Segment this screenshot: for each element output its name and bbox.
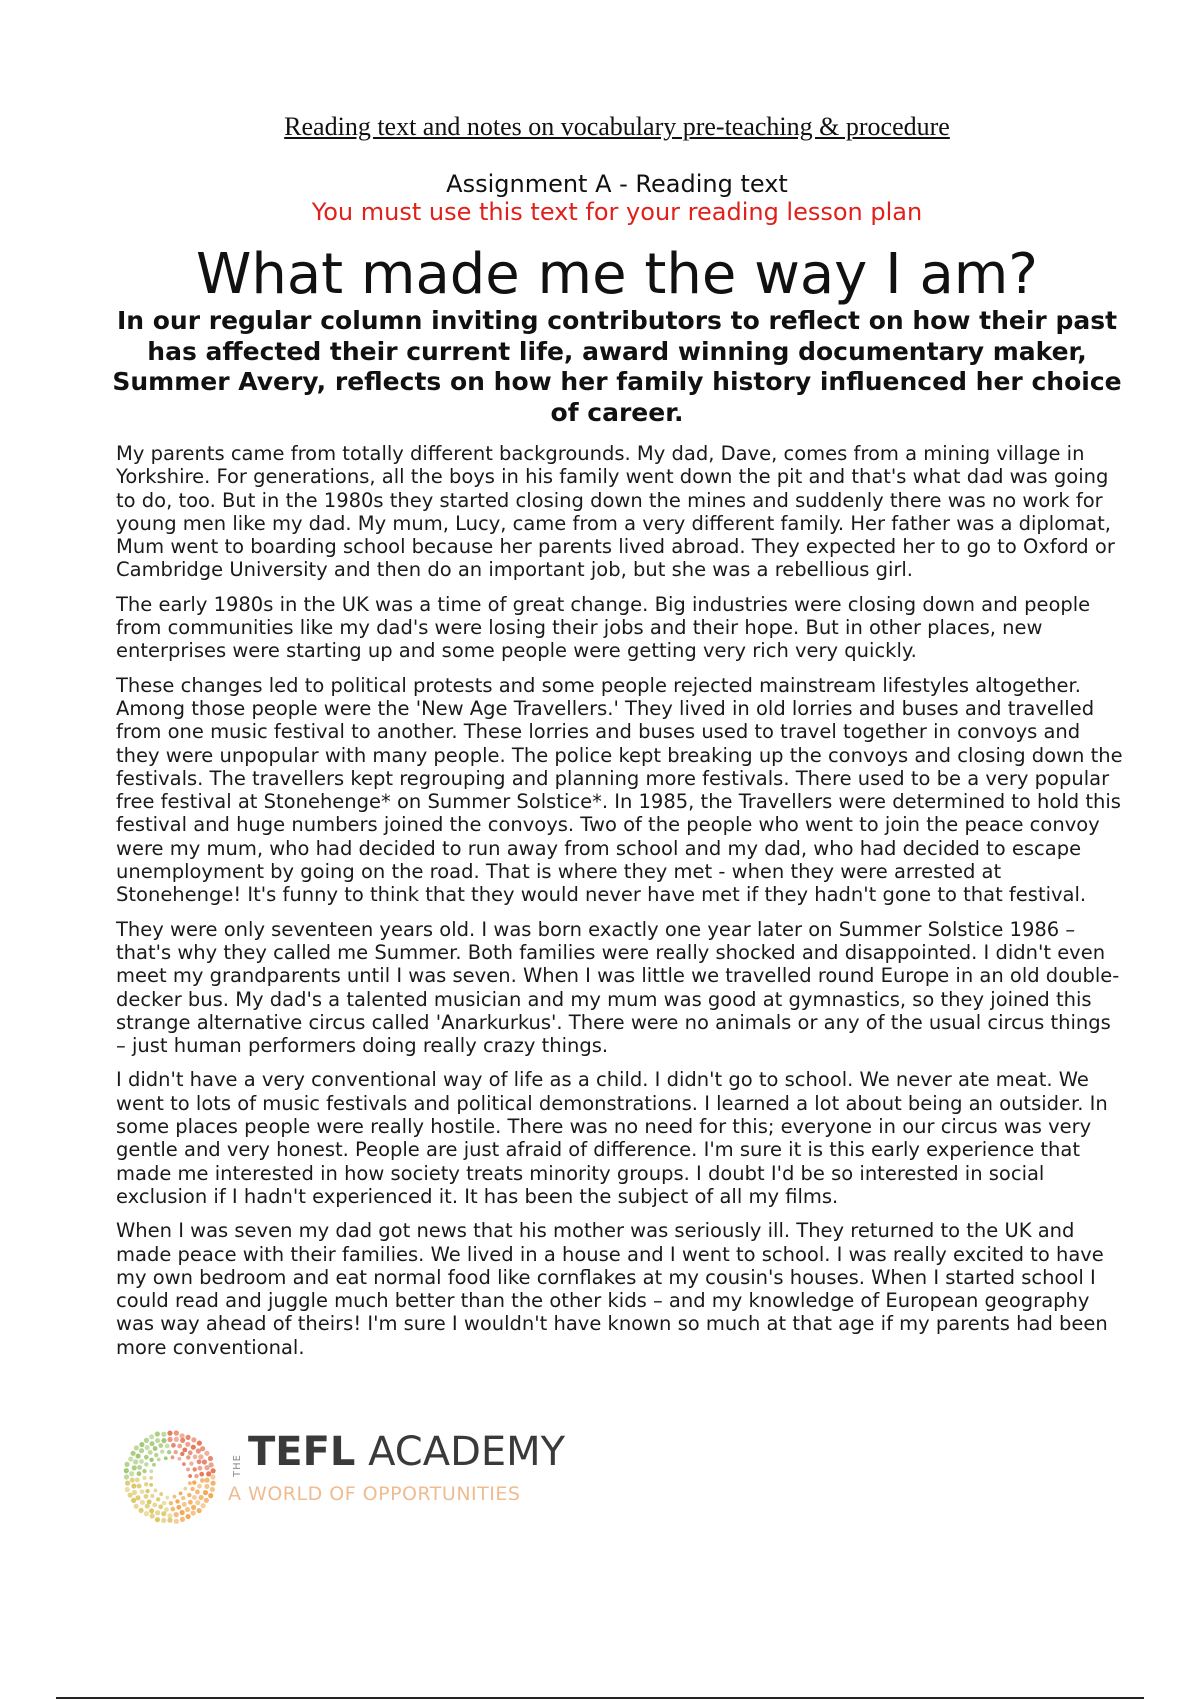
logo-dot bbox=[174, 1512, 179, 1517]
logo-dot bbox=[188, 1500, 193, 1505]
logo-dot bbox=[154, 1453, 158, 1457]
logo-dot bbox=[137, 1484, 142, 1489]
logo-dot bbox=[144, 1494, 149, 1499]
logo-dot bbox=[167, 1518, 172, 1523]
logo-dot bbox=[158, 1443, 163, 1448]
logo-dot bbox=[179, 1492, 183, 1496]
logo-dot bbox=[193, 1467, 197, 1471]
assignment-label: Assignment A - Reading text bbox=[446, 170, 788, 198]
logo-dot bbox=[155, 1510, 160, 1515]
logo-dot bbox=[188, 1450, 193, 1455]
logo-dot bbox=[149, 1476, 153, 1480]
logo-dot bbox=[194, 1474, 198, 1478]
logo-dot bbox=[136, 1453, 141, 1458]
logo-dot bbox=[165, 1496, 169, 1500]
logo-dot bbox=[180, 1517, 185, 1522]
logo-dot bbox=[171, 1455, 175, 1459]
logo-dot bbox=[161, 1438, 166, 1443]
logo-dot bbox=[154, 1489, 158, 1493]
logo-dot bbox=[185, 1435, 190, 1440]
logo-dot bbox=[210, 1468, 215, 1473]
logo-dot bbox=[181, 1496, 185, 1500]
logo-dot bbox=[173, 1495, 177, 1499]
logo-dot bbox=[128, 1456, 133, 1461]
logo-dot bbox=[156, 1497, 160, 1501]
logo-dot bbox=[161, 1511, 166, 1516]
logo-dot bbox=[203, 1490, 208, 1495]
logo-dot bbox=[131, 1483, 136, 1488]
logo-dot bbox=[176, 1505, 181, 1510]
logo-dot bbox=[204, 1498, 209, 1503]
logo-dot bbox=[185, 1507, 190, 1512]
logo-dot bbox=[165, 1444, 170, 1449]
logo-dot bbox=[197, 1441, 202, 1446]
logo-dot bbox=[134, 1504, 139, 1509]
logo-dot bbox=[160, 1449, 164, 1453]
logo-dot bbox=[137, 1471, 142, 1476]
logo-dot bbox=[149, 1434, 154, 1439]
logo-dot bbox=[159, 1492, 163, 1496]
logo-dot bbox=[125, 1481, 130, 1486]
logo-dot bbox=[149, 1458, 153, 1462]
footer-divider bbox=[56, 1697, 1144, 1699]
logo-dot bbox=[185, 1442, 190, 1447]
logo-dot bbox=[144, 1482, 148, 1486]
logo-dot bbox=[186, 1468, 190, 1472]
logo-dot bbox=[201, 1503, 206, 1508]
logo-dot bbox=[132, 1465, 137, 1470]
logo-dot bbox=[157, 1458, 161, 1462]
logo-dot bbox=[180, 1438, 185, 1443]
logo-dot bbox=[206, 1471, 211, 1476]
logo-dot bbox=[171, 1443, 176, 1448]
logo-name bbox=[248, 1429, 565, 1475]
logo-dot bbox=[210, 1474, 215, 1479]
logo-dot bbox=[187, 1493, 191, 1497]
logo-dot bbox=[158, 1504, 163, 1509]
logo-dot bbox=[148, 1450, 153, 1455]
logo-the-text: THE bbox=[232, 1454, 243, 1477]
logo-dot bbox=[124, 1474, 129, 1479]
logo-dot bbox=[208, 1456, 213, 1461]
logo-dot bbox=[210, 1481, 215, 1486]
logo-dot bbox=[190, 1487, 194, 1491]
logo-dot bbox=[180, 1452, 184, 1456]
logo-dot bbox=[204, 1484, 209, 1489]
logo-dot bbox=[135, 1478, 140, 1483]
logo-dot bbox=[130, 1477, 135, 1482]
article-paragraph: I didn't have a very conventional way of life as a child. I didn't go to school. We never ate meat. We went to lots of music festivals and political demonstrations. I learned a lot about being an outsider. In some places people were really hostile. There was no need for this; everyone in our circus was very gentle and very honest. People are just afraid of difference. I'm sure it is this early experience that made me interested in how society treats minority groups. I doubt I'd be so interested in social exclusion if I hadn't experienced it. It has been the subject of all my films. bbox=[116, 1068, 1108, 1208]
logo-dot bbox=[142, 1476, 146, 1480]
logo-dot bbox=[164, 1456, 168, 1460]
logo-name-first: TEFL bbox=[248, 1429, 356, 1475]
logo-dot bbox=[204, 1478, 209, 1483]
logo-dot bbox=[188, 1481, 192, 1485]
logo-dot bbox=[189, 1461, 193, 1465]
logo-dot bbox=[197, 1459, 202, 1464]
logo-dot bbox=[149, 1508, 154, 1513]
logo-dot bbox=[182, 1447, 187, 1452]
logo-dot bbox=[144, 1462, 148, 1466]
logo-dot bbox=[125, 1487, 130, 1492]
logo-dot bbox=[138, 1508, 143, 1513]
logo-dot bbox=[129, 1471, 134, 1476]
logo-dot bbox=[199, 1495, 204, 1500]
tefl-academy-logo bbox=[120, 1427, 566, 1527]
article-body bbox=[116, 442, 1126, 1370]
logo-dot bbox=[164, 1507, 169, 1512]
logo-dot bbox=[139, 1448, 144, 1453]
logo-dot bbox=[174, 1430, 179, 1435]
logo-dot bbox=[140, 1500, 145, 1505]
logo-dot bbox=[182, 1502, 187, 1507]
logo-dot bbox=[139, 1459, 144, 1464]
logo-dot bbox=[155, 1438, 160, 1443]
logo-dot bbox=[195, 1500, 200, 1505]
logo-dot bbox=[139, 1442, 144, 1447]
logo-dot bbox=[144, 1455, 149, 1460]
logo-dot bbox=[152, 1463, 156, 1467]
logo-dot bbox=[169, 1501, 173, 1505]
logo-dot bbox=[198, 1466, 203, 1471]
logo-dot bbox=[191, 1505, 196, 1510]
logo-dot bbox=[144, 1438, 149, 1443]
logo-dot bbox=[131, 1451, 136, 1456]
logo-dot bbox=[145, 1445, 150, 1450]
logo-dot bbox=[162, 1501, 166, 1505]
logo-dot bbox=[188, 1474, 192, 1478]
logo-dot bbox=[182, 1462, 186, 1466]
logo-dot bbox=[185, 1514, 190, 1519]
logo-dot bbox=[145, 1489, 149, 1493]
logo-dot bbox=[167, 1431, 172, 1436]
logo-dot bbox=[193, 1454, 198, 1459]
logo-dot bbox=[142, 1469, 146, 1473]
logo-dot bbox=[149, 1483, 153, 1487]
logo-dot bbox=[135, 1495, 140, 1500]
logo-dot bbox=[177, 1444, 182, 1449]
document-heading: Reading text and notes on vocabulary pre-teaching & procedure bbox=[284, 112, 950, 141]
logo-dot bbox=[180, 1510, 185, 1515]
article-paragraph: My parents came from totally different backgrounds. My dad, Dave, comes from a mining village in Yorkshire. For generations, all the boys in his family went down the pit and that's what dad was going to do, too. But in the 1980s they started closing down the mines and suddenly there was no work for young men like my dad. My mum, Lucy, came from a very different family. Her father was a diplomat, Mum went to boarding school because her parents lived abroad. They expected her to go to Oxford or Cambridge University and then do an important job, but she was a rebellious girl. bbox=[116, 442, 1115, 582]
logo-dot bbox=[128, 1493, 133, 1498]
logo-dot bbox=[174, 1450, 178, 1454]
logo-dot bbox=[191, 1445, 196, 1450]
logo-dot bbox=[174, 1437, 179, 1442]
instruction-note: You must use this text for your reading lesson plan bbox=[311, 198, 923, 226]
logo-dot bbox=[191, 1437, 196, 1442]
logo-dot bbox=[170, 1507, 175, 1512]
logo-dot bbox=[179, 1433, 184, 1438]
article-standfirst: In our regular column inviting contributors to reflect on how their past has affected their current life, award winning documentary maker, Summer Avery, reflects on how her family history influenced her choice of career. bbox=[112, 306, 1122, 427]
logo-dot bbox=[167, 1513, 172, 1518]
logo-tagline: A WORLD OF OPPORTUNITIES bbox=[228, 1483, 521, 1505]
dotted-ring-logo-icon bbox=[120, 1427, 220, 1527]
logo-name-second: ACADEMY bbox=[355, 1429, 566, 1475]
logo-dot bbox=[192, 1495, 197, 1500]
logo-dot bbox=[175, 1499, 179, 1503]
logo-dot bbox=[161, 1518, 166, 1523]
logo-dot bbox=[210, 1487, 215, 1492]
logo-dot bbox=[124, 1468, 129, 1473]
logo-dot bbox=[204, 1451, 209, 1456]
logo-dot bbox=[191, 1510, 196, 1515]
logo-dot bbox=[140, 1489, 145, 1494]
logo-dot bbox=[196, 1448, 201, 1453]
logo-dot bbox=[197, 1508, 202, 1513]
article-title: What made me the way I am? bbox=[195, 242, 1039, 307]
logo-dot bbox=[124, 1462, 129, 1467]
logo-dot bbox=[177, 1457, 181, 1461]
logo-dot bbox=[174, 1519, 179, 1524]
logo-dot bbox=[202, 1459, 207, 1464]
logo-dot bbox=[137, 1465, 142, 1470]
logo-dot bbox=[150, 1513, 155, 1518]
logo-dot bbox=[198, 1454, 203, 1459]
logo-dot bbox=[152, 1503, 157, 1508]
logo-dot bbox=[186, 1455, 190, 1459]
logo-dot bbox=[183, 1487, 187, 1491]
logo-dot bbox=[149, 1441, 154, 1446]
logo-dot bbox=[208, 1493, 213, 1498]
logo-dot bbox=[161, 1432, 166, 1437]
article-paragraph: These changes led to political protests and some people rejected mainstream lifestyles altogether. Among those people were the 'New Age Travellers.' They lived in old lorries and buses and travelled from one music festival to another. These lorries and buses used to travel together in convoys and they were unpopular with many people. The police kept breaking up the convoys and closing down the festivals. The travellers kept regrouping and planning more festivals. There used to be a very popular free festival at Stonehenge* on Summer Solstice*. In 1985, the Travellers were determined to hold this festival and huge numbers joined the convoys. Two of the people who went to join the peace convoy were my mum, who had decided to run away from school and my dad, who had decided to escape unemployment by going on the road. That is where they met - when they were arrested at Stonehenge! It's funny to think that they would never have met if they hadn't gone to that festival. bbox=[116, 673, 1123, 907]
article-paragraph: When I was seven my dad got news that his mother was seriously ill. They returned to the UK and made peace with their families. We lived in a house and I went to school. I was really excited to have my own bedroom and eat normal food like cornflakes at my cousin's houses. When I started school I could read and juggle much better than the other kids – and my knowledge of European geography was way ahead of theirs! I'm sure I wouldn't have known so much at that age if my parents had been more conventional. bbox=[116, 1219, 1108, 1359]
logo-dot bbox=[132, 1490, 137, 1495]
logo-dot bbox=[155, 1431, 160, 1436]
logo-dot bbox=[147, 1500, 152, 1505]
logo-dot bbox=[195, 1490, 200, 1495]
logo-dot bbox=[167, 1450, 171, 1454]
logo-dot bbox=[192, 1480, 196, 1484]
logo-dot bbox=[167, 1437, 172, 1442]
logo-dot bbox=[134, 1445, 139, 1450]
logo-dot bbox=[200, 1478, 205, 1483]
logo-dot bbox=[153, 1446, 158, 1451]
logo-dot bbox=[197, 1484, 202, 1489]
article-paragraph: They were only seventeen years old. I was born exactly one year later on Summer Solstice 1986 – that's why they called me Summer. Both families were really shocked and disappointed. I didn't even meet my grandparents until I was seven. When I was little we travelled round Europe in an old double-decker bus. My dad's a talented musician and my mum was good at gymnastics, so they joined this strange alternative circus called 'Anarkurkus'. There were no animals or any of the usual circus things – just human performers doing really crazy things. bbox=[116, 917, 1120, 1058]
logo-dot bbox=[204, 1465, 209, 1470]
logo-dot bbox=[131, 1498, 136, 1503]
article-paragraph: The early 1980s in the UK was a time of great change. Big industries were closing down and people from communities like my dad's were losing their jobs and their hope. But in other places, new enterprises were starting up and some people were getting very rich very quickly. bbox=[116, 592, 1091, 663]
logo-dot bbox=[155, 1517, 160, 1522]
logo-dot bbox=[199, 1472, 204, 1477]
logo-dot bbox=[144, 1511, 149, 1516]
logo-dot bbox=[133, 1459, 138, 1464]
logo-dot bbox=[149, 1469, 153, 1473]
logo-dot bbox=[150, 1494, 154, 1498]
